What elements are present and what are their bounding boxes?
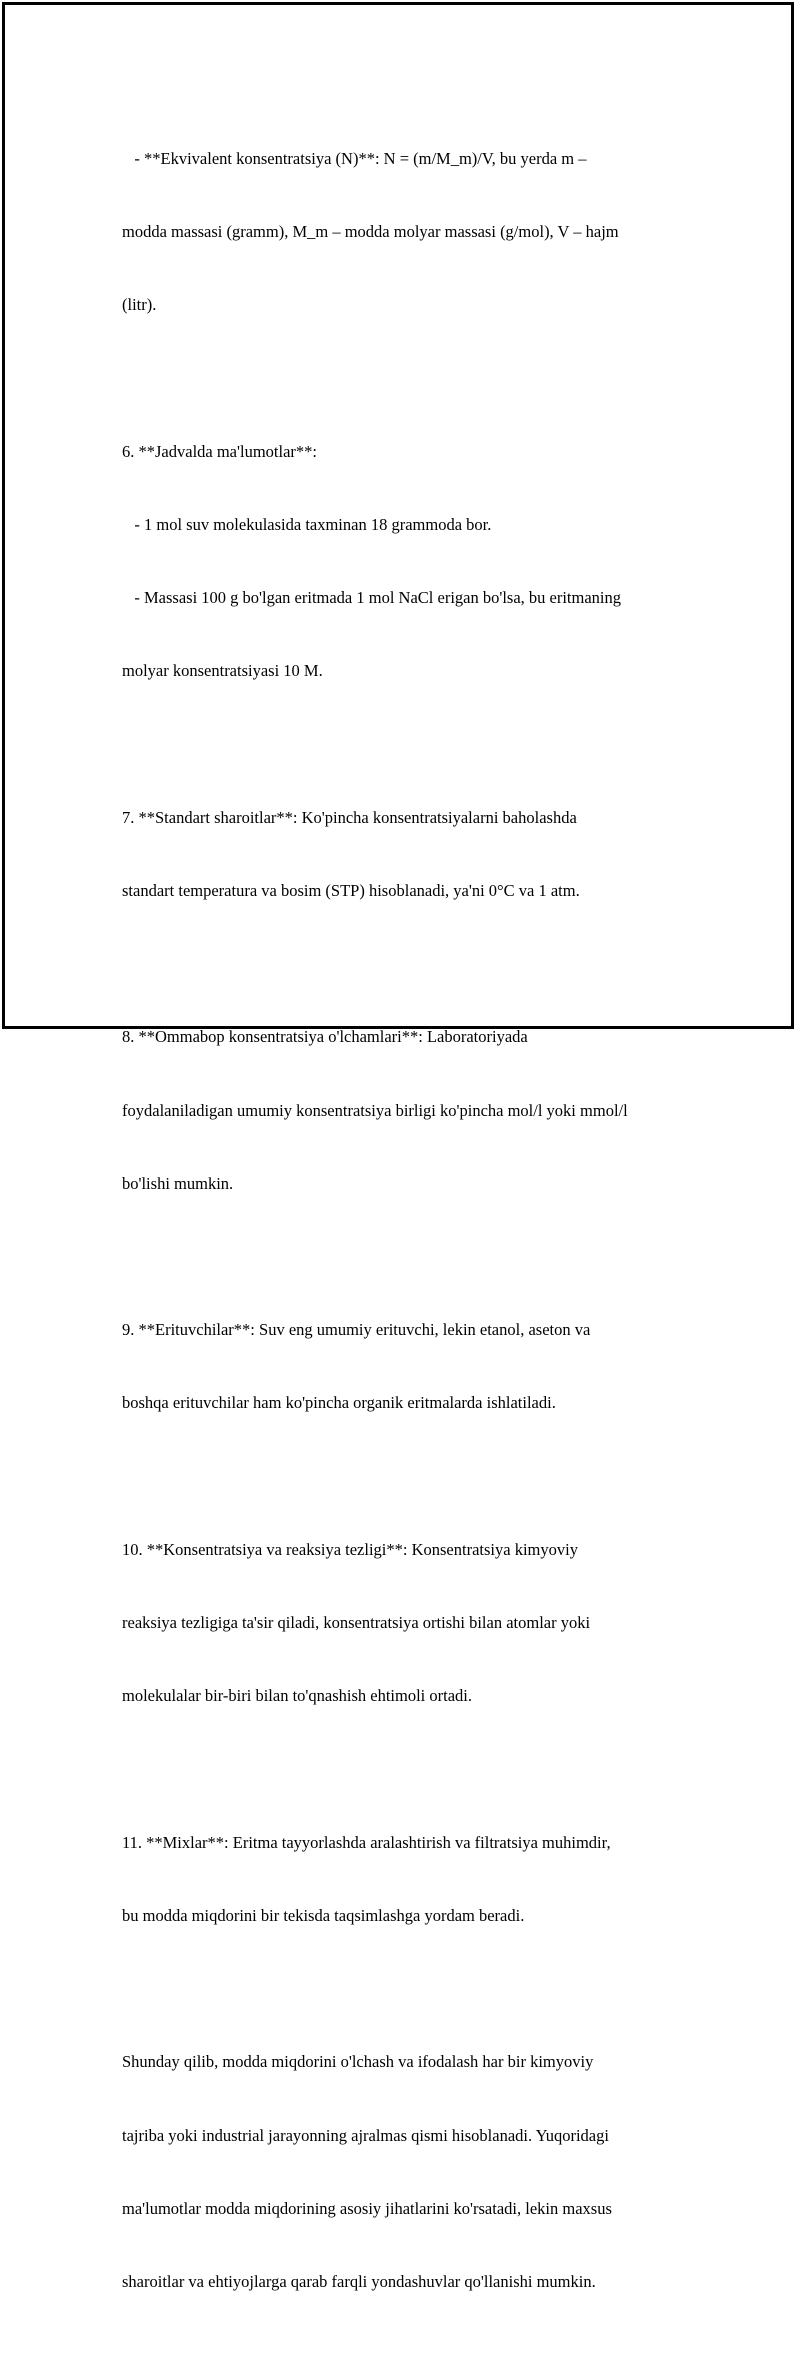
text-line: - **Ekvivalent konsentratsiya (N)**: N = (m/M_m)/V, bu yerda m –: [122, 148, 587, 168]
text-line: (litr).: [122, 295, 157, 315]
text-line: bo'lishi mumkin.: [122, 1173, 234, 1193]
text-line: boshqa erituvchilar ham ko'pincha organik eritmalarda ishlatiladi.: [122, 1393, 556, 1413]
paragraph-table-data: [122, 391, 702, 733]
text-line: standart temperatura va bosim (STP) hisoblanadi, ya'ni 0°C va 1 atm.: [122, 880, 580, 900]
document-body: [122, 98, 702, 2368]
text-line: 6. **Jadvalda ma'lumotlar**:: [122, 441, 317, 461]
paragraph-conclusion: [122, 2002, 702, 2344]
paragraph-equivalent-concentration: [122, 98, 702, 366]
text-line: 10. **Konsentratsiya va reaksiya tezligi**: Konsentratsiya kimyoviy: [122, 1539, 578, 1559]
paragraph-standard-conditions: [122, 757, 702, 952]
text-line: ma'lumotlar modda miqdorining asosiy jihatlarini ko'rsatadi, lekin maxsus: [122, 2198, 612, 2218]
paragraph-solvents: [122, 1269, 702, 1464]
text-line: sharoitlar va ehtiyojlarga qarab farqli yondashuvlar qo'llanishi mumkin.: [122, 2272, 596, 2292]
text-line: 7. **Standart sharoitlar**: Ko'pincha konsentratsiyalarni baholashda: [122, 807, 577, 827]
paragraph-common-units: [122, 977, 702, 1245]
text-line: Shunday qilib, modda miqdorini o'lchash va ifodalash har bir kimyoviy: [122, 2052, 594, 2072]
text-line: foydalaniladigan umumiy konsentratsiya birligi ko'pincha mol/l yoki mmol/l: [122, 1100, 628, 1120]
document-page: [2, 2, 794, 2292]
text-line: 8. **Ommabop konsentratsiya o'lchamlari**: Laboratoriyada: [122, 1027, 528, 1047]
text-line: molyar konsentratsiyasi 10 M.: [122, 661, 323, 681]
text-line: 11. **Mixlar**: Eritma tayyorlashda aralashtirish va filtratsiya muhimdir,: [122, 1832, 611, 1852]
text-line: bu modda miqdorini bir tekisda taqsimlashga yordam beradi.: [122, 1905, 525, 1925]
text-line: modda massasi (gramm), M_m – modda molyar massasi (g/mol), V – hajm: [122, 222, 619, 242]
text-line: - Massasi 100 g bo'lgan eritmada 1 mol NaCl erigan bo'lsa, bu eritmaning: [122, 588, 622, 608]
text-line: molekulalar bir-biri bilan to'qnashish ehtimoli ortadi.: [122, 1686, 472, 1706]
text-line: reaksiya tezligiga ta'sir qiladi, konsentratsiya ortishi bilan atomlar yoki: [122, 1613, 591, 1633]
paragraph-reaction-rate: [122, 1489, 702, 1757]
text-line: tajriba yoki industrial jarayonning ajralmas qismi hisoblanadi. Yuqoridagi: [122, 2125, 609, 2145]
text-line: - 1 mol suv molekulasida taxminan 18 grammoda bor.: [122, 514, 492, 534]
text-line: 9. **Erituvchilar**: Suv eng umumiy erituvchi, lekin etanol, aseton va: [122, 1320, 591, 1340]
paragraph-mixing: [122, 1782, 702, 1977]
